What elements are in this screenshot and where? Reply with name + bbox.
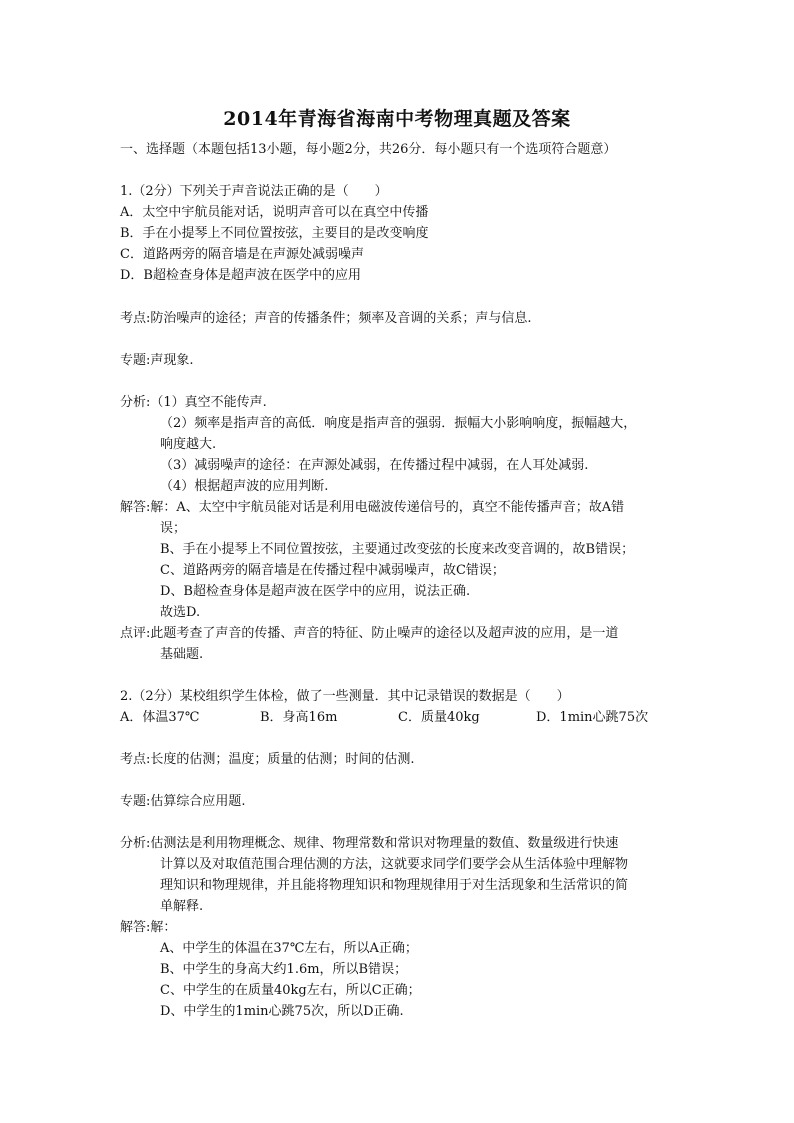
q1-stem: 1.（2分）下列关于声音说法正确的是（ ）: [120, 184, 388, 199]
q2-zhuanti: 专题:估算综合应用题.: [120, 794, 246, 809]
q2-option-a: A．体温37℃: [120, 710, 200, 725]
q2-stem: 2.（2分）某校组织学生体检，做了一些测量．其中记录错误的数据是（ ）: [120, 689, 570, 704]
q2-option-b: B．身高16m: [260, 710, 338, 725]
q2-option-c: C．质量40kg: [398, 710, 480, 725]
q2-analysis-line: 单解释.: [160, 899, 204, 914]
q1-solution-line: 解答:解：A、太空中宇航员能对话是利用电磁波传递信号的，真空不能传播声音；故A错: [120, 500, 625, 515]
q2-kaodian: 考点:长度的估测；温度；质量的估测；时间的估测.: [120, 752, 415, 767]
q1-option-b: B．手在小提琴上不同位置按弦，主要目的是改变响度: [120, 226, 429, 241]
q2-analysis-line: 计算以及对取值范围合理估测的方法，这就要求同学们要学会从生活体验中理解物: [160, 857, 629, 872]
q1-kaodian: 考点:防治噪声的途径；声音的传播条件；频率及音调的关系；声与信息.: [120, 311, 532, 326]
q1-solution-line: B、手在小提琴上不同位置按弦，主要通过改变弦的长度来改变音调的，故B错误；: [160, 542, 635, 557]
q1-zhuanti: 专题:声现象.: [120, 353, 194, 368]
q1-solution-line: D、B超检查身体是超声波在医学中的应用，说法正确.: [160, 584, 471, 599]
q2-analysis-line: 分析:估测法是利用物理概念、规律、物理常数和常识对物理量的数值、数量级进行快速: [120, 836, 619, 851]
q2-solution-line: C、中学生的在质量40kg左右，所以C正确；: [160, 983, 421, 998]
q1-solution-line: 故选D.: [160, 605, 201, 620]
q2-solution-line: B、中学生的身高大约1.6m，所以B错误；: [160, 962, 408, 977]
q1-option-d: D．B超检查身体是超声波在医学中的应用: [120, 268, 361, 283]
q2-solution-line: 解答:解：: [120, 920, 177, 935]
page-title: 2014年青海省海南中考物理真题及答案: [223, 108, 571, 130]
q1-comment-line: 点评:此题考查了声音的传播、声音的特征、防止噪声的途径以及超声波的应用，是一道: [120, 626, 619, 641]
q1-analysis-line: 响度越大.: [160, 437, 217, 452]
q1-analysis-line: （3）减弱噪声的途径：在声源处减弱，在传播过程中减弱，在人耳处减弱.: [160, 458, 589, 473]
q1-analysis-line: （4）根据超声波的应用判断.: [160, 479, 329, 494]
q1-comment-line: 基础题.: [160, 647, 204, 662]
q1-option-a: A．太空中宇航员能对话，说明声音可以在真空中传播: [120, 205, 429, 220]
q1-analysis-line: （2）频率是指声音的高低．响度是指声音的强弱．振幅大小影响响度，振幅越大，: [160, 416, 637, 431]
q2-analysis-line: 理知识和物理规律，并且能将物理知识和物理规律用于对生活现象和生活常识的简: [160, 878, 629, 893]
q2-solution-line: A、中学生的体温在37℃左右，所以A正确；: [160, 941, 418, 956]
q2-option-d: D．1min心跳75次: [536, 710, 649, 725]
q1-analysis-line: 分析:（1）真空不能传声.: [120, 395, 267, 410]
q1-solution-line: C、道路两旁的隔音墙是在传播过程中减弱噪声，故C错误；: [160, 563, 505, 578]
section-heading: 一、选择题（本题包括13小题，每小题2分，共26分．每小题只有一个选项符合题意）: [120, 142, 617, 157]
q1-option-c: C．道路两旁的隔音墙是在声源处减弱噪声: [120, 247, 364, 262]
q1-solution-line: 误；: [160, 521, 187, 536]
q2-solution-line: D、中学生的1min心跳75次，所以D正确.: [160, 1004, 404, 1019]
